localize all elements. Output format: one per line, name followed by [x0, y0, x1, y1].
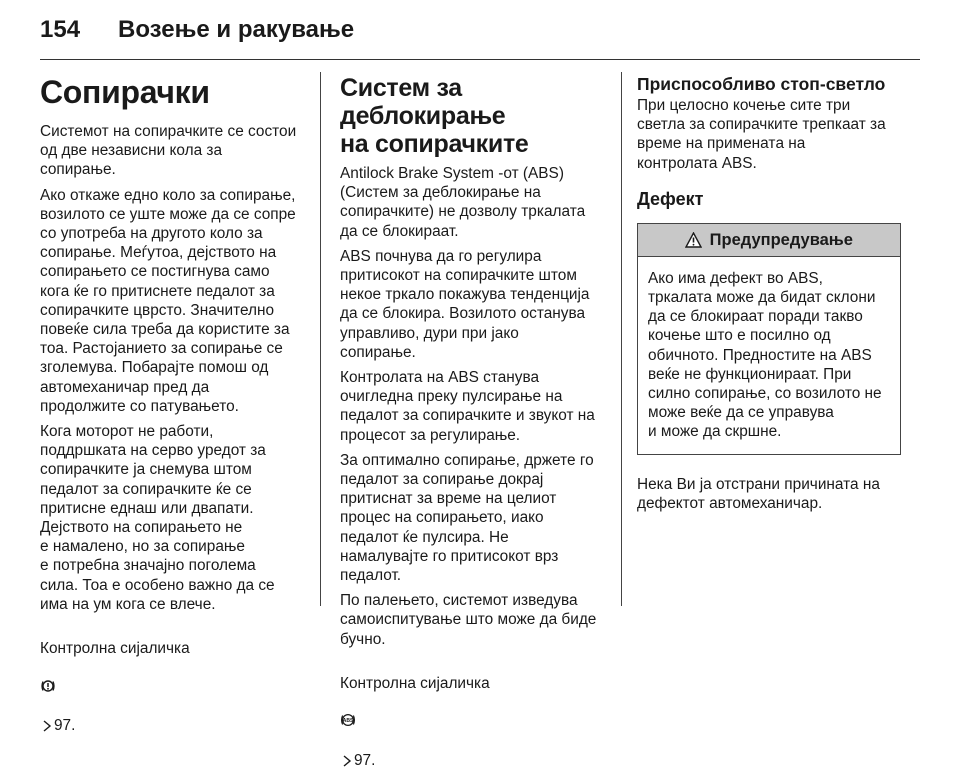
- section-title-abs: Систем за деблокирање на сопирачките: [340, 74, 529, 158]
- section-title-adaptive-brake-light: Приспособливо стоп-светло: [637, 74, 886, 94]
- paragraph: Системот на сопирачките се состои од две независни кола за сопирање.: [40, 123, 297, 179]
- control-lamp-label: Контролна сијаличка: [340, 675, 490, 693]
- column-abs: [340, 72, 604, 778]
- header-divider: [40, 59, 920, 60]
- warning-header: [638, 224, 900, 257]
- warning-triangle-icon: [685, 231, 710, 249]
- paragraph: По палењето, системот изведува самоиспитување што може да биде бучно.: [340, 592, 597, 648]
- warning-body: [638, 257, 900, 454]
- cross-reference-arrow-icon: [342, 734, 352, 772]
- section-title-brakes: Сопирачки: [40, 74, 210, 110]
- warning-text: Ако има дефект во ABS, тркалата може да бидат склони да се блокираат поради такво кочење што е посилно од обичното. Предностите на ABS веќе не функционираат. При силно сопирање, со возилото не може веќе да се управува и може да скршне.: [648, 269, 882, 441]
- control-lamp-label: Контролна сијаличка: [40, 640, 190, 658]
- page-header: [40, 10, 920, 58]
- column-divider: [621, 72, 622, 606]
- cross-reference-arrow-icon: [42, 699, 52, 737]
- paragraph: Нека Ви ја отстрани причината на дефектот автомеханичар.: [637, 475, 880, 512]
- column-divider: [320, 72, 321, 606]
- paragraph: За оптимално сопирање, држете го педалот за сопирање докрај притиснат за време на целиот процес на сопирањето, иако педалот ќе пулсира. Не намалувајте го притисокот врз педалот.: [340, 451, 594, 585]
- page-reference[interactable]: 97.: [354, 751, 376, 769]
- subsection-title-fault: Дефект: [637, 188, 704, 209]
- page-reference[interactable]: 97.: [54, 717, 76, 735]
- column-adaptive-brake-light: [637, 72, 901, 519]
- page-number: 154: [40, 16, 81, 43]
- abs-lamp-icon: [340, 693, 356, 733]
- paragraph: Antilock Brake System -от (ABS) (Систем за деблокирање на сопирачките) не дозволу тркалата да се блокираат.: [340, 165, 586, 240]
- column-brakes: [40, 72, 312, 743]
- control-lamp-reference: [340, 655, 604, 772]
- warning-box: [637, 223, 901, 455]
- chapter-title: Возење и ракување: [118, 16, 355, 43]
- paragraph: Кога моторот не работи, поддршката на серво уредот за сопирачките ја снемува штом педалот за сопирачките ќе се притисне еднаш или двапати. Дејството на сопирањето не е намалено, но за сопирање е потребна значајно поголема сила. Тоа е особено важно да се има на ум кога се влече.: [40, 423, 275, 613]
- paragraph: Ако откаже едно коло за сопирање, возилото се уште може да се сопре со употреба на другото коло за сопирање. Меѓутоа, дејството на сопирањето се постигнува само кога ќе го притиснете педалот за сопирачките цврсто. Значително повеќе сила треба да користите за тоа. Растојанието за сопирање се зголемува. Побарајте помош од автомеханичар пред да продолжите со патувањето.: [40, 186, 296, 415]
- paragraph: При целосно кочење сите три светла за сопирачките трепкаат за време на применатa на контролата ABS.: [637, 97, 886, 172]
- brake-warning-lamp-icon: [40, 658, 56, 698]
- paragraph: Контролата на ABS станува очигледна преку пулсирање на педалот за сопирачките и звукот на процесот за регулирање.: [340, 369, 595, 444]
- control-lamp-reference: [40, 620, 312, 737]
- warning-title: Предупредување: [709, 230, 853, 249]
- paragraph: ABS почнува да го регулира притисокот на сопирачките штом некое тркало покажува тенденција да се блокира. Возилото останува управливо, дури при јако сопирање.: [340, 247, 590, 361]
- svg-text:ABS: ABS: [342, 718, 354, 725]
